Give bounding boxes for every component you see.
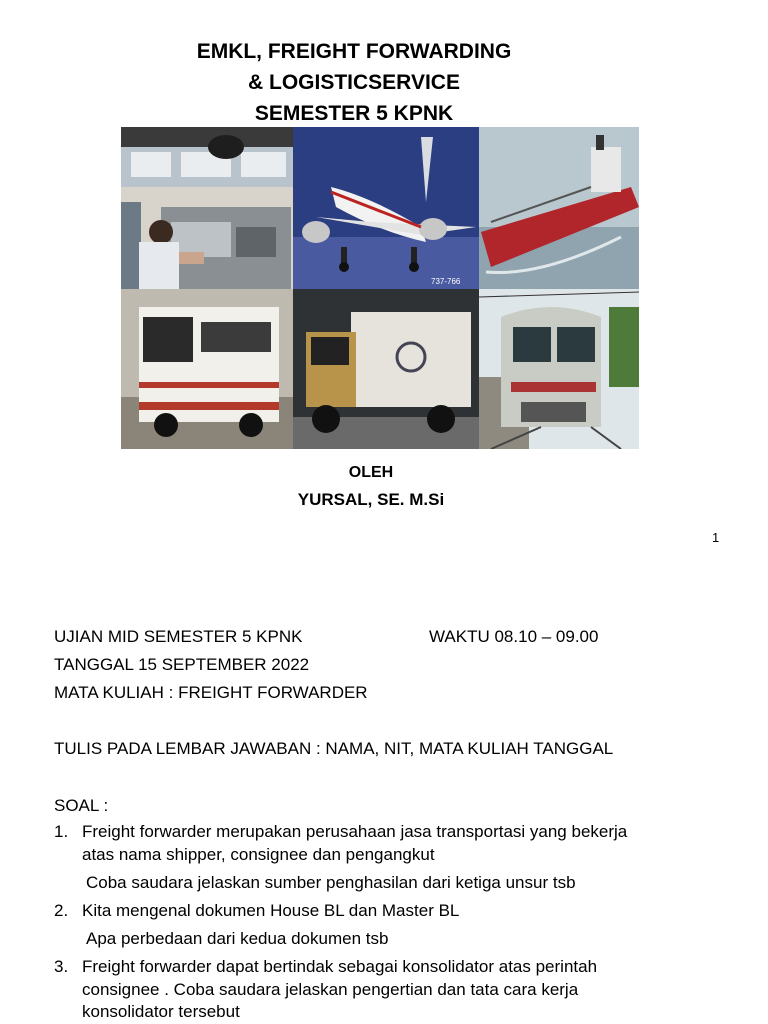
question-2-line-1: Kita mengenal dokumen House BL dan Master BL [82,901,460,920]
transport-photo-collage [121,127,639,449]
question-1-line-1: Freight forwarder merupakan perusahaan jasa transportasi yang bekerja [82,822,628,841]
exam-date: TANGGAL 15 SEPTEMBER 2022 [54,655,310,674]
exam-instruction: TULIS PADA LEMBAR JAWABAN : NAMA, NIT, MATA KULIAH TANGGAL [54,739,614,758]
soal-label: SOAL : [54,796,109,815]
photo-truck [293,289,479,449]
author-label: OLEH [348,464,394,481]
author-name: YURSAL, SE. M.Si [297,490,445,509]
question-3-number: 3. [54,957,69,976]
question-2-sub: Apa perbedaan dari kedua dokumen tsb [86,929,389,948]
exam-time: WAKTU 08.10 – 09.00 [429,627,599,646]
document-title [0,36,708,129]
title-line-3: SEMESTER 5 KPNK [254,102,454,125]
question-1-line-2: atas nama shipper, consignee dan pengangkut [82,845,435,864]
page-number: 1 [712,530,720,545]
title-line-1: EMKL, FREIGHT FORWARDING [196,40,512,63]
question-2-number: 2. [54,901,69,920]
exam-heading: UJIAN MID SEMESTER 5 KPNK [54,627,303,646]
question-3-line-2: consignee . Coba saudara jelaskan pengertian dan tata cara kerja [82,980,579,999]
photo-control-tower [121,127,293,289]
question-3-line-1: Freight forwarder dapat bertindak sebagai konsolidator atas perintah [82,957,598,976]
question-1-sub: Coba saudara jelaskan sumber penghasilan dari ketiga unsur tsb [86,873,576,892]
title-line-2: & LOGISTICSERVICE [248,71,460,94]
airplane-registration-mark: 737-766 [431,277,461,286]
question-1-number: 1. [54,822,69,841]
photo-cargo-ship [479,127,639,289]
question-3-line-3: konsolidator tersebut [82,1002,240,1021]
photo-airplane [293,127,479,289]
exam-course: MATA KULIAH : FREIGHT FORWARDER [54,683,368,702]
photo-bus [121,289,293,449]
photo-train [479,289,639,449]
